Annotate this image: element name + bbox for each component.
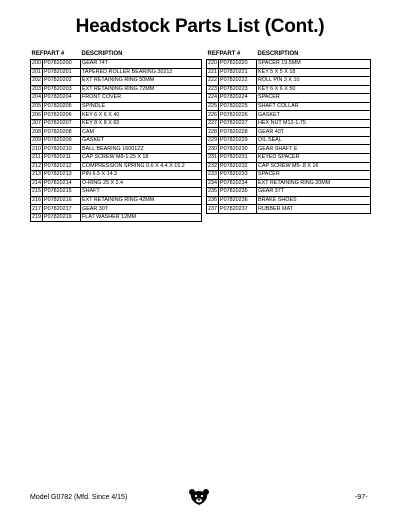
table-row [31,179,202,188]
table-row [31,128,202,137]
part-number-cell: P07820231 [219,154,257,163]
ref-cell: 200 [32,60,41,67]
table-row [207,154,371,163]
ref-cell: 233 [208,171,217,178]
table-row [31,145,202,154]
description-cell: COMPRESSION SPRING 0.6 X 4.4 X 15.2 [81,162,202,171]
description-cell: EXT RETAINING RING 42MM [81,196,202,205]
part-number-cell: P07820214 [43,179,81,188]
table-row [207,60,371,69]
description-cell: FRONT COVER [81,94,202,103]
ref-cell: 223 [208,85,217,92]
ref-cell: 225 [208,103,217,109]
part-number-cell: P07820225 [219,102,257,111]
part-number-cell: P07820203 [43,85,81,94]
part-number-cell: P07820213 [43,171,81,180]
ref-header: REF [207,51,220,57]
table-row [207,179,371,188]
description-cell: KEYED SPACER [257,154,371,163]
parts-table-left [30,50,202,222]
description-cell: KEY 8 X 8 X 65 [81,119,202,128]
description-cell: SPINDLE [81,102,202,111]
ref-cell: 216 [32,197,41,204]
ref-cell: 215 [32,188,41,195]
table-row [207,162,371,171]
table-row [31,162,202,171]
description-cell: TAPERED ROLLER BEARING 30212 [81,68,202,77]
description-cell: ROLL PIN 3 X 10 [257,77,371,86]
description-cell: O-RING 25 X 2.4 [81,179,202,188]
part-number-cell: P07820221 [219,68,257,77]
part-number-cell: P07820237 [219,205,257,214]
description-cell: SHAFT COLLAR [257,102,371,111]
bear-head-icon [188,488,210,506]
table-row [207,205,371,214]
ref-cell: 220 [208,60,217,67]
description-cell: PIN 6.5 X 14.3 [81,171,202,180]
part-number-cell: P07820206 [43,111,81,120]
description-cell: CAP SCREW M5-.8 X 16 [257,162,371,171]
description-cell: SPACER 19.5MM [257,60,371,69]
table-row [207,136,371,145]
parts-table-right [206,50,371,214]
table-header [31,50,202,60]
ref-cell: 214 [32,179,41,186]
table-row [31,196,202,205]
part-number-cell: P07820207 [43,119,81,128]
description-cell: FLAT WASHER 12MM [81,213,202,222]
ref-cell: 236 [208,197,217,204]
ref-cell: 235 [208,188,217,195]
table-row [31,205,202,214]
description-cell: EXT RETAINING RING 72MM [81,85,202,94]
description-cell: EXT RETAINING RING 20MM [257,179,371,188]
description-cell: KEY 6 X 6 X 40 [81,111,202,120]
description-cell: GEAR 30T [81,205,202,214]
part-number-cell: P07820212 [43,162,81,171]
table-row [31,136,202,145]
description-cell: KEY 6 X 6 X 50 [257,85,371,94]
description-cell: SHAFT [81,188,202,197]
part-number-cell: P07820210 [43,145,81,154]
table-row [31,111,202,120]
table-row [207,85,371,94]
table-row [31,68,202,77]
part-number-cell: P07820230 [219,145,257,154]
description-cell: GEAR 40T [257,128,371,137]
part-number-cell: P07820204 [43,94,81,103]
part-number-cell: P07820215 [43,188,81,197]
ref-cell: 203 [32,85,41,92]
description-cell: EXT RETAINING RING 50MM [81,77,202,86]
description-cell: CAP SCREW M8-1.25 X 18 [81,154,202,163]
part-number-cell: P07820202 [43,77,81,86]
part-number-cell: P07820222 [219,77,257,86]
ref-cell: 228 [208,128,217,135]
table-row [31,94,202,103]
description-cell: GASKET [81,136,202,145]
table-row [207,94,371,103]
table-row [31,119,202,128]
ref-cell: 221 [208,68,217,75]
part-number-cell: P07820227 [219,119,257,128]
table-row [31,77,202,86]
ref-cell: 209 [32,137,41,144]
description-cell: BALL BEARING 16001ZZ [81,145,202,154]
description-cell: OIL SEAL [257,136,371,145]
part-header: PART # [43,51,65,57]
description-cell: KEY 5 X 5 X 18 [257,68,371,77]
part-number-cell: P07820205 [43,102,81,111]
table-row [31,213,202,222]
part-number-cell: P07820208 [43,128,81,137]
description-cell: GASKET [257,111,371,120]
ref-cell: 213 [32,171,41,178]
ref-cell: 219 [32,214,41,221]
table-row [31,171,202,180]
ref-cell: 229 [208,137,217,144]
table-row [207,171,371,180]
ref-cell: 210 [32,145,41,152]
page-title: Headstock Parts List (Cont.) [75,16,325,37]
ref-cell: 211 [32,154,41,161]
ref-cell: 201 [32,68,41,75]
part-number-cell: P07820216 [43,196,81,205]
ref-cell: 202 [32,77,41,84]
part-number-cell: P07820233 [219,171,257,180]
part-number-cell: P07820200 [43,60,81,69]
ref-cell: 230 [208,145,217,152]
part-number-cell: P07820217 [43,205,81,214]
part-number-cell: P07820236 [219,196,257,205]
description-cell: SPACER [257,171,371,180]
table-row [31,188,202,197]
ref-header: REF [31,51,44,57]
part-number-cell: P07820234 [219,179,257,188]
description-cell: BRAKE SHOES [257,196,371,205]
part-number-cell: P07820209 [43,136,81,145]
part-number-cell: P07820220 [219,60,257,69]
part-number-cell: P07820201 [43,68,81,77]
part-number-cell: P07820211 [43,154,81,163]
ref-cell: 208 [32,128,41,135]
description-cell: SPACER [257,94,371,103]
table-row [207,188,371,197]
description-cell: GEAR 74T [81,60,202,69]
ref-cell: 206 [32,111,41,118]
part-number-cell: P07820229 [219,136,257,145]
part-number-cell: P07820235 [219,188,257,197]
ref-cell: 205 [32,103,41,109]
ref-cell: 237 [208,205,217,212]
ref-cell: 222 [208,77,217,84]
part-header: PART # [219,51,241,57]
table-row [207,68,371,77]
description-header: DESCRIPTION [257,51,299,57]
table-row [207,77,371,86]
ref-cell: 232 [208,162,217,169]
ref-cell: 204 [32,94,41,101]
ref-cell: 227 [208,120,217,127]
description-cell: GEAR SHAFT E [257,145,371,154]
description-header: DESCRIPTION [81,51,123,57]
description-cell: GEAR 37T [257,188,371,197]
description-cell: CAM [81,128,202,137]
ref-cell: 224 [208,94,217,101]
ref-cell: 231 [208,154,217,161]
description-cell: HEX NUT M12-1.75 [257,119,371,128]
table-row [207,111,371,120]
table-row [31,154,202,163]
ref-cell: 207 [32,120,41,127]
table-row [207,128,371,137]
part-number-cell: P07820223 [219,85,257,94]
table-row [31,60,202,69]
ref-cell: 212 [32,162,41,169]
part-number-cell: P07820232 [219,162,257,171]
part-number-cell: P07820219 [43,213,81,222]
part-number-cell: P07820224 [219,94,257,103]
part-number-cell: P07820226 [219,111,257,120]
description-cell: RUBBER MAT [257,205,371,214]
ref-cell: 234 [208,179,217,186]
model-footer: Model G0782 (Mfd. Since 4/15) [30,494,128,501]
page-number: -97- [355,494,368,501]
table-row [207,196,371,205]
table-row [31,85,202,94]
table-row [207,119,371,128]
table-row [31,102,202,111]
table-row [207,145,371,154]
ref-cell: 217 [32,205,41,212]
table-row [207,102,371,111]
ref-cell: 226 [208,111,217,118]
part-number-cell: P07820228 [219,128,257,137]
table-header [207,50,371,60]
